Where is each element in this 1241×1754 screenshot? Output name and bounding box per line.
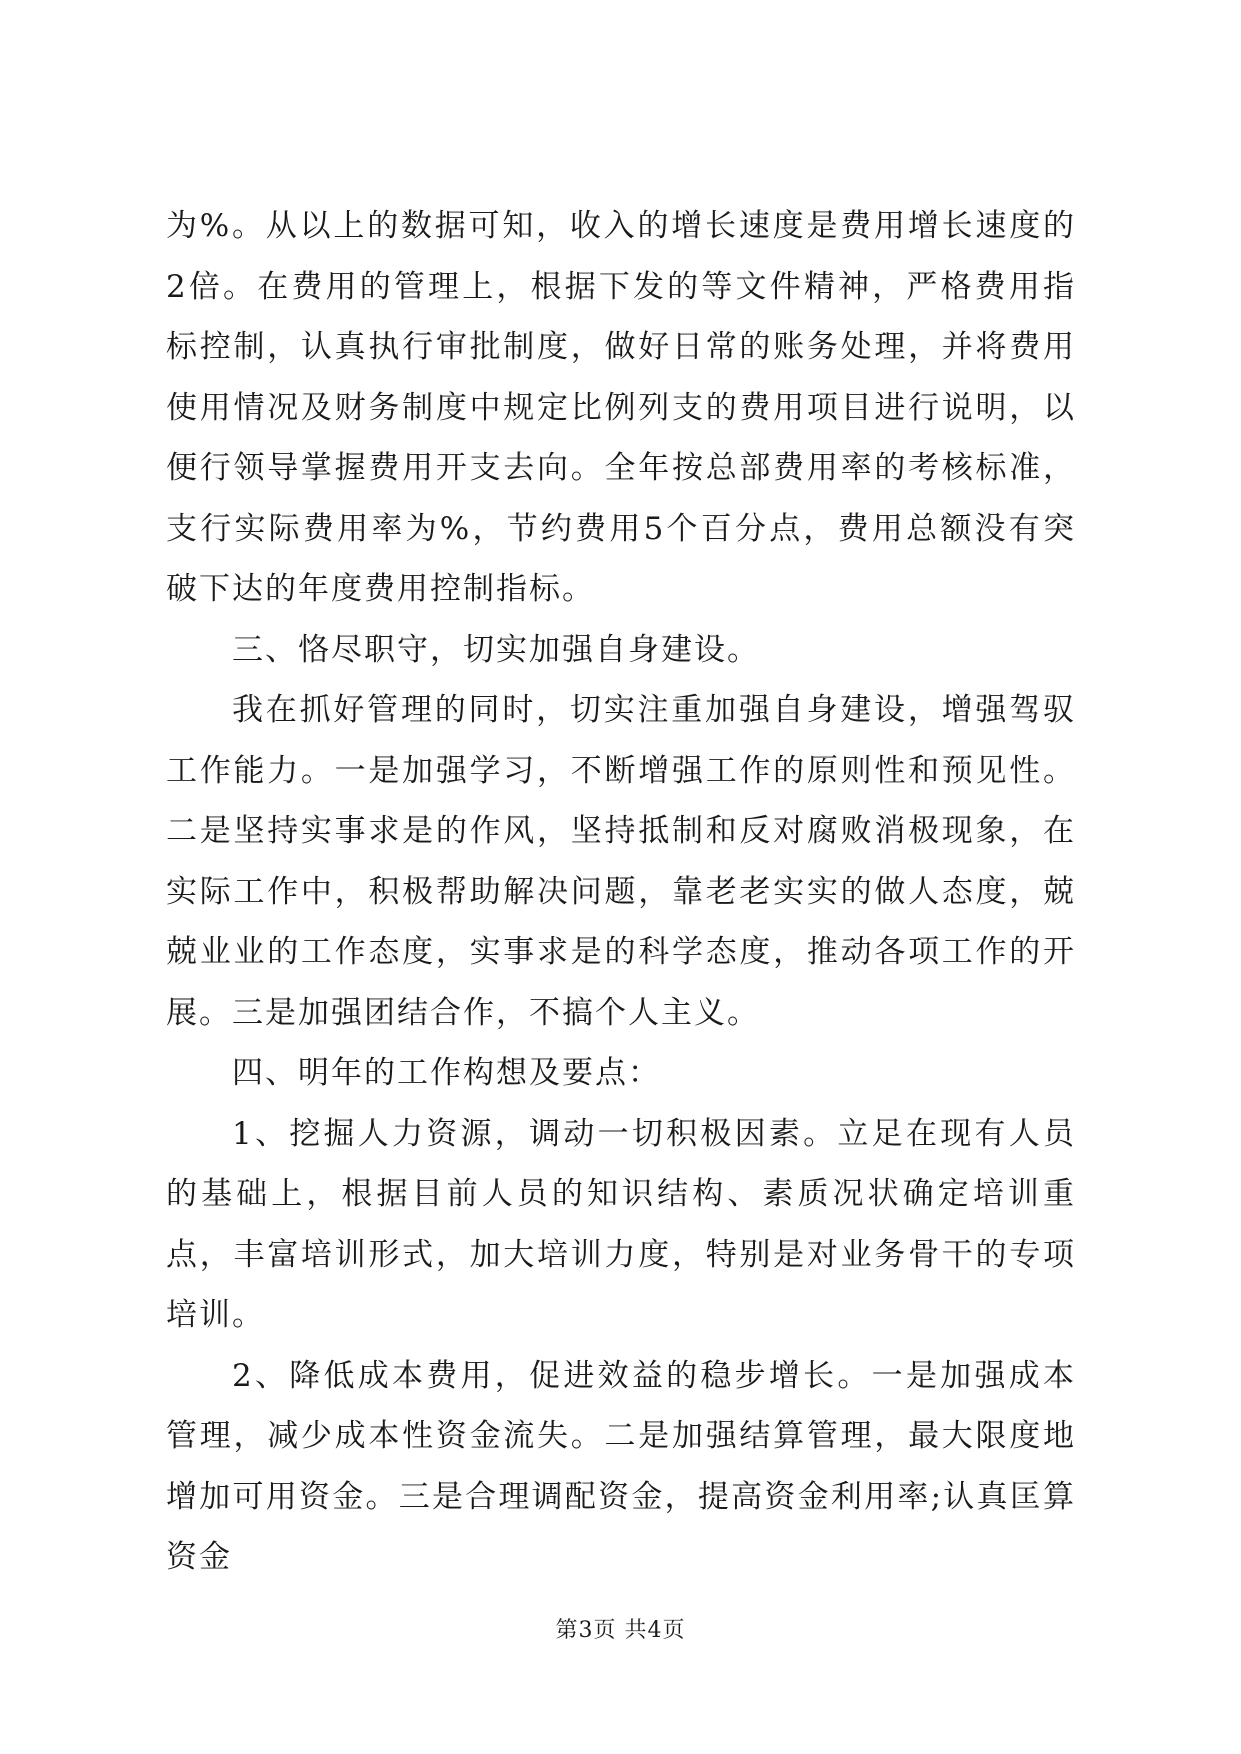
page-number-footer: 第3页 共4页 (555, 1618, 686, 1643)
paragraph-item-two: 2、降低成本费用，促进效益的稳步增长。一是加强成本管理，减少成本性资金流失。二是加强结算管理，最大限度地增加可用资金。三是合理调配资金，提高资金利用率;认真匡算资金 (166, 1357, 1076, 1575)
heading-section-three: 三、恪尽职守，切实加强自身建设。 (232, 631, 760, 668)
paragraph-expense-summary: 为%。从以上的数据可知，收入的增长速度是费用增长速度的2倍。在费用的管理上，根据下发的等文件精神，严格费用指标控制，认真执行审批制度，做好日常的账务处理，并将费用使用情况及财务制度中规定比例列支的费用项目进行说明，以便行领导掌握费用开支去向。全年按总部费用率的考核标准，支行实际费用率为%，节约费用5个百分点，费用总额没有突破下达的年度费用控制指标。 (166, 208, 1076, 607)
paragraph-self-building: 我在抓好管理的同时，切实注重加强自身建设，增强驾驭工作能力。一是加强学习，不断增强工作的原则性和预见性。二是坚持实事求是的作风，坚持抵制和反对腐败消极现象，在实际工作中，积极帮助解决问题，靠老老实实的做人态度，兢兢业业的工作态度，实事求是的科学态度，推动各项工作的开展。三是加强团结合作，不搞个人主义。 (166, 692, 1076, 1031)
heading-section-four: 四、明年的工作构想及要点： (232, 1055, 661, 1091)
document-body (166, 196, 1076, 1588)
paragraph-item-one: 1、挖掘人力资源，调动一切积极因素。立足在现有人员的基础上，根据目前人员的知识结构、素质况状确定培训重点，丰富培训形式，加大培训力度，特别是对业务骨干的专项培训。 (166, 1115, 1076, 1333)
